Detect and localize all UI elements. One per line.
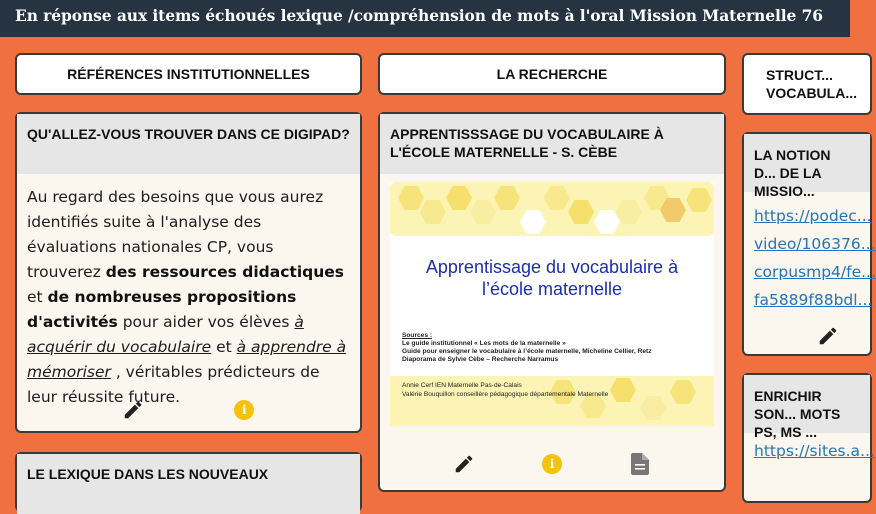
text-segment: Au regard des besoins que vous aurez identifiés suite à l'analyse des évaluations nationales CP, vous trouverez (27, 188, 324, 281)
card-title: APPRENTISSSAGE DU VOCABULAIRE À L'ÉCOLE MATERNELLE - S. CÈBE (380, 114, 724, 174)
slide-credit-line: Annie Cerf IEN Maternelle Pas-de-Calais (402, 382, 522, 389)
column-title: LA RECHERCHE (496, 66, 608, 82)
bold-text: de nombreuses propositions d'activités (27, 288, 297, 331)
column-header-recherche[interactable] (378, 53, 726, 95)
honeycomb-banner (390, 182, 714, 236)
card-enrichir[interactable] (742, 373, 875, 503)
video-link-line[interactable]: https://podec... (754, 207, 872, 225)
card-actions (380, 452, 724, 476)
board-title: En réponse aux items échoués lexique /compréhension de mots à l'oral Mission Maternelle 76 (15, 6, 823, 25)
slide-source-line: Le guide institutionnel « Les mots de la maternelle » (402, 340, 566, 347)
card-notion[interactable] (742, 132, 876, 356)
pencil-icon[interactable] (816, 324, 840, 348)
card-title: QU'ALLEZ-VOUS TROUVER DANS CE DIGIPAD? (17, 114, 360, 174)
slide-source-line: Guide pour enseigner le vocabulaire à l’école maternelle, Micheline Cellier, Retz (402, 348, 652, 355)
underlined-text: à acquérir du vocabulaire (27, 313, 304, 356)
info-icon[interactable]: i (232, 398, 256, 422)
slide-sources-label: Sources : (402, 332, 433, 339)
column-title-text: STRUCT... VOCABULA... (766, 67, 857, 101)
document-icon[interactable] (628, 452, 652, 476)
column-title: RÉFÉRENCES INSTITUTIONNELLES (67, 66, 310, 82)
text-segment: , véritables prédicteurs de leur réussite future. (27, 363, 320, 406)
link-block (744, 433, 875, 465)
text-segment: et (27, 288, 48, 306)
card-title-text: ENRICHIR SON... MOTS PS, MS ... (754, 388, 841, 440)
pencil-icon[interactable] (452, 452, 476, 476)
bold-text: des ressources didactiques (105, 263, 344, 281)
slide-credit-line: Valérie Bouquillon conseillère pédagogique départementale Maternelle (402, 391, 609, 398)
pencil-icon[interactable] (121, 398, 145, 422)
video-link-line[interactable]: corpusmp4/fe... (754, 263, 876, 281)
link-block (744, 192, 876, 314)
slide-title-line: Apprentissage du vocabulaire à (425, 257, 679, 277)
video-link-line[interactable]: fa5889f88bdl... (754, 291, 873, 309)
slide-source-line: Diaporama de Sylvie Cèbe – Recherche Narramus (402, 356, 559, 363)
board-title-bar (0, 0, 850, 37)
card-lexique[interactable] (15, 452, 362, 512)
underlined-text: à apprendre à mémoriser (27, 338, 347, 381)
site-link[interactable]: https://sites.a... (754, 442, 875, 460)
column-header-references[interactable] (15, 53, 362, 95)
card-title (744, 134, 870, 199)
slide-title-line: l’école maternelle (481, 279, 623, 299)
card-actions (17, 398, 360, 422)
card-actions (744, 324, 870, 348)
card-apprentissage-vocabulaire[interactable] (378, 112, 726, 492)
card-title-text: LA NOTION D... DE LA MISSIO... (754, 147, 831, 199)
card-text (17, 174, 360, 410)
card-title: LE LEXIQUE DANS LES NOUVEAUX (17, 454, 360, 514)
text-segment: pour aider vos élèves (117, 313, 295, 331)
slide-preview-image[interactable] (390, 182, 714, 426)
column-title (766, 66, 857, 102)
column-header-structurer[interactable] (742, 53, 872, 115)
card-title (744, 375, 870, 440)
text-segment: et (211, 338, 237, 356)
video-link-line[interactable]: video/106376... (754, 235, 876, 253)
info-icon[interactable]: i (540, 452, 564, 476)
slide-title (390, 256, 714, 300)
card-digipad-presentation[interactable] (15, 112, 362, 433)
